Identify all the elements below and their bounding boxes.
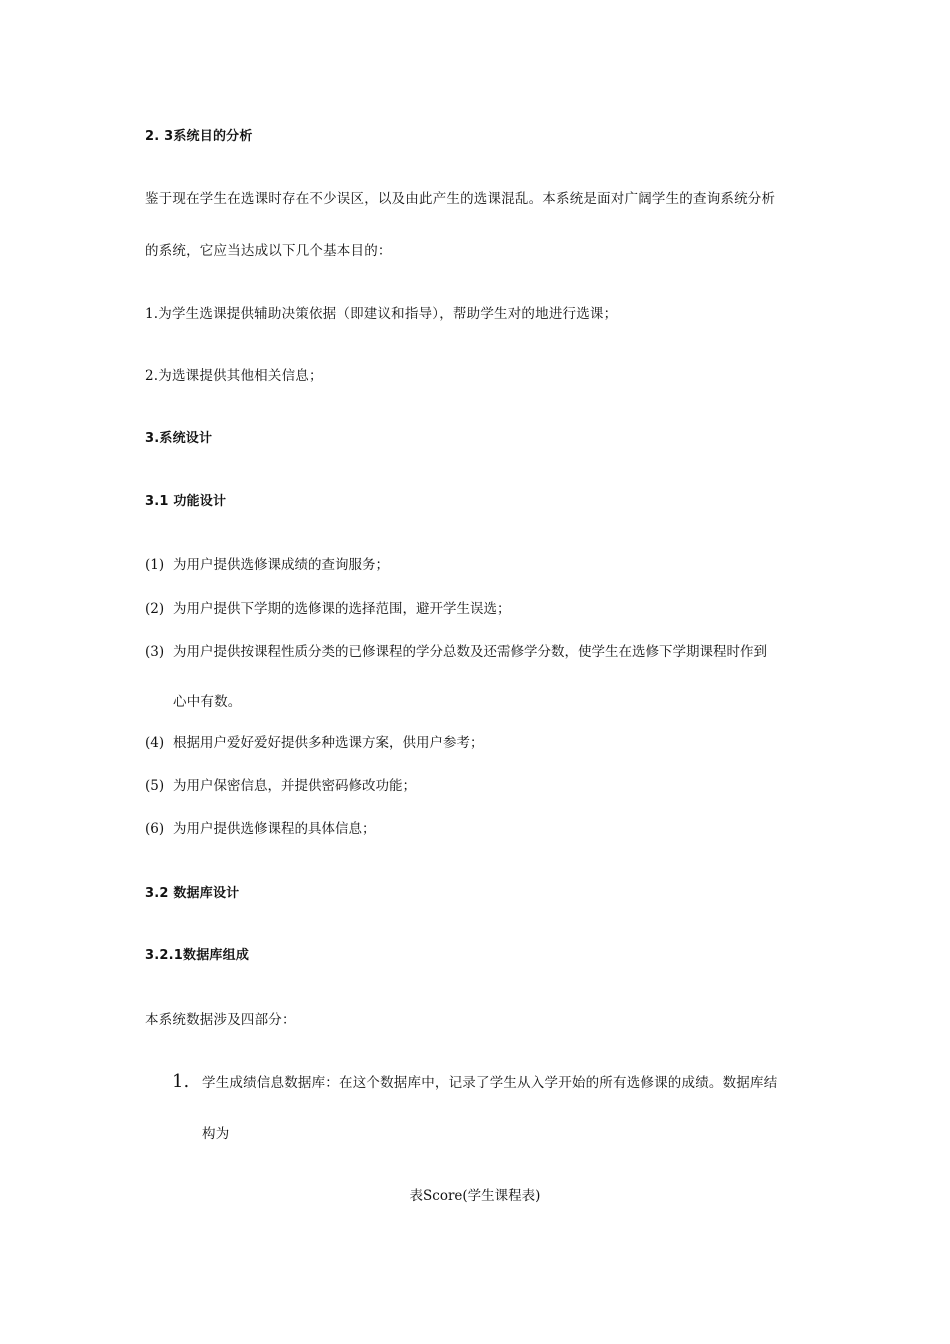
list-item-text: 为用户提供按课程性质分类的已修课程的学分总数及还需修学分数，使学生在选修下学期课程时作到 (173, 644, 767, 660)
section-heading-3-1: 3.1 功能设计 (145, 494, 227, 509)
table-caption: 表Score(学生课程表) (409, 1188, 541, 1204)
list-item-number: (6) (145, 821, 165, 837)
section-heading-2-3: 2. 3系统目的分析 (145, 129, 253, 144)
list-item-text: 为用户提供选修课程的具体信息； (173, 821, 376, 837)
numbered-list-marker: 1. (172, 1071, 190, 1092)
list-item-text: 为用户提供选修课成绩的查询服务； (173, 557, 389, 573)
section-heading-3: 3.系统设计 (145, 431, 213, 446)
paragraph-line: 的系统，它应当达成以下几个基本目的： (145, 243, 392, 259)
section-heading-3-2-1: 3.2.1数据库组成 (145, 948, 250, 963)
list-item-number: (3) (145, 644, 165, 660)
list-item (145, 733, 484, 753)
list-item-text: 为用户提供下学期的选修课的选择范围，避开学生误选； (173, 601, 511, 617)
list-item (145, 555, 389, 575)
intro-paragraph: 本系统数据涉及四部分： (145, 1012, 296, 1028)
list-item (145, 599, 511, 619)
list-item (145, 642, 767, 662)
paragraph-line: 鉴于现在学生在选课时存在不少误区，以及由此产生的选课混乱。本系统是面对广阔学生的查询系统分析 (145, 191, 776, 207)
numbered-list-text: 构为 (202, 1126, 230, 1142)
goal-item-2: 2.为选课提供其他相关信息； (145, 368, 323, 384)
list-item-number: (5) (145, 778, 165, 794)
list-item-number: (4) (145, 735, 165, 751)
list-item (145, 819, 376, 839)
list-item-number: (1) (145, 557, 165, 573)
list-item-text: 为用户保密信息，并提供密码修改功能； (173, 778, 416, 794)
numbered-list-text: 学生成绩信息数据库：在这个数据库中，记录了学生从入学开始的所有选修课的成绩。数据库结 (202, 1075, 778, 1091)
list-item-text: 根据用户爱好爱好提供多种选课方案，供用户参考； (173, 735, 484, 751)
list-item-continuation: 心中有数。 (173, 694, 242, 710)
list-item-number: (2) (145, 601, 165, 617)
list-item (145, 776, 416, 796)
section-heading-3-2: 3.2 数据库设计 (145, 886, 240, 901)
goal-item-1: 1.为学生选课提供辅助决策依据（即建议和指导），帮助学生对的地进行选课； (145, 306, 618, 322)
